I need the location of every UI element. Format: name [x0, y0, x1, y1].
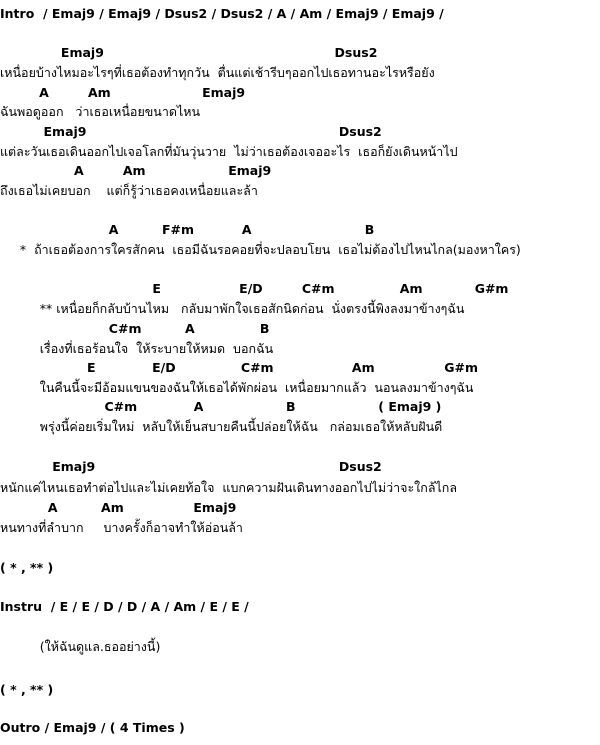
repeat-marker-1: ( * , ** )	[0, 560, 54, 575]
verse1-chords-2: A Am Emaj9	[0, 85, 246, 100]
chorus1-lyric-1: * ถ้าเธอต้องการใครสักคน เธอมีฉันรอคอยที่จะปลอบโยน เธอไม่ต้องไปไหนไกล(มองหาใคร)	[0, 242, 521, 257]
intro-line: Intro / Emaj9 / Emaj9 / Dsus2 / Dsus2 / A / Am / Emaj9 / Emaj9 /	[0, 6, 444, 21]
chorus2-lyric-3: ในคืนนี้จะมีอ้อมแขนของฉันให้เธอได้พักผ่อน เหนื่อยมากแล้ว นอนลงมาข้างๆฉัน	[0, 380, 474, 395]
verse2-chords-1: Emaj9 Dsus2	[0, 459, 382, 474]
chorus1-chords-1: A F#m A B	[0, 222, 375, 237]
verse1-chords-4: A Am Emaj9	[0, 163, 272, 178]
outro-line: Outro / Emaj9 / ( 4 Times )	[0, 720, 185, 735]
verse1-lyric-1: เหนื่อยบ้างไหมอะไรๆที่เธอต้องทำทุกวัน ตื่นแต่เช้ารีบๆออกไปเธอทานอะไรหรือยัง	[0, 65, 435, 80]
chorus2-lyric-1: ** เหนื่อยก็กลับบ้านไหม กลับมาพักใจเธอสักนิดก่อน นั่งตรงนี้พิงลงมาข้างๆฉัน	[0, 301, 465, 316]
chorus2-lyric-4: พรุ่งนี้ค่อยเริ่มใหม่ หลับให้เย็นสบายคืนนี้ปล่อยให้ฉัน กล่อมเธอให้หลับฝันดี	[0, 419, 443, 434]
chorus2-chords-3: E E/D C#m Am G#m	[0, 360, 478, 375]
verse1-lyric-4: ถึงเธอไม่เคยบอก แต่ก็รู้ว่าเธอคงเหนื่อยและล้า	[0, 183, 258, 198]
chorus2-chords-2: C#m A B	[0, 321, 270, 336]
verse1-chords-3: Emaj9 Dsus2	[0, 124, 382, 139]
instru-line: Instru / E / E / D / D / A / Am / E / E /	[0, 599, 249, 614]
chorus2-chords-1: E E/D C#m Am G#m	[0, 281, 509, 296]
verse2-lyric-2: หนทางที่ลำบาก บางครั้งก็อาจทำให้อ่อนล้า	[0, 520, 243, 535]
repeat-marker-2: ( * , ** )	[0, 682, 54, 697]
chorus2-lyric-2: เรื่องที่เธอร้อนใจ ให้ระบายให้หมด บอกฉัน	[0, 341, 274, 356]
chorus2-chords-4: C#m A B ( Emaj9 )	[0, 399, 442, 414]
verse1-chords-1: Emaj9 Dsus2	[0, 45, 378, 60]
verse2-chords-2: A Am Emaj9	[0, 500, 237, 515]
verse1-lyric-3: แต่ละวันเธอเดินออกไปเจอโลกที่มันวุ่นวาย ไม่ว่าเธอต้องเจออะไร เธอก็ยังเดินหน้าไป	[0, 144, 458, 159]
verse2-lyric-1: หนักแค่ไหนเธอทำต่อไปและไม่เคยท้อใจ แบกความฝันเดินทางออกไปไม่ว่าจะใกล้ไกล	[0, 480, 458, 495]
note-line: (ให้ฉันดูแล.ธออย่างนี้)	[0, 639, 161, 654]
verse1-lyric-2: ฉันพอดูออก ว่าเธอเหนื่อยขนาดไหน	[0, 104, 201, 119]
